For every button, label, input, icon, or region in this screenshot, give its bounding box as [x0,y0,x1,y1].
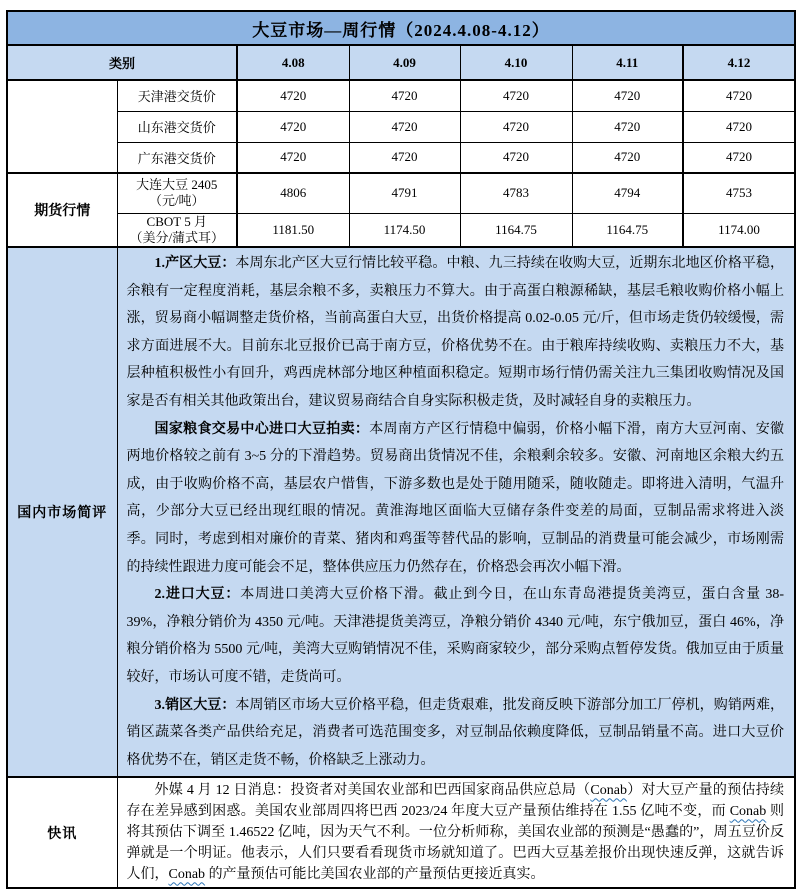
price-cell: 4720 [572,111,683,142]
paragraph-text: 本周销区市场大豆价格平稳，但走货艰难，批发商反映下游部分加工厂停机，购销两难，销区蔬菜各类产品供给充足，消费者可选范围变多，对豆制品依赖度降低，豆制品销量不高。进口大豆价格优势不在，销区走货不畅，价格缺乏上涨动力。 [126,697,785,768]
price-cell: 4720 [349,80,460,111]
date-header: 4.10 [460,45,572,80]
price-cell: 4720 [683,111,795,142]
review-section-label: 国内市场简评 [7,247,117,777]
review-row [7,247,795,777]
dalian-contract-label [117,173,237,213]
paragraph-text: 本周东北产区大豆行情比较平稳。中粮、九三持续在收购大豆，近期东北地区价格平稳，余粮有一定程度消耗，基层余粮不多，卖粮压力不算大。由于高蛋白粮源稀缺，基层毛粮收购价格小幅上涨，贸易商小幅调整走货价格，当前高蛋白大豆，出货价格提高 0.02-0.05 元/斤，但市场走货仍较缓慢，需求方面进展不大。目前东北豆报价已高于南方豆，价格优势不在。由于粮库持续收购、卖粮压力不大，基层种植积极性小有回升，鸡西虎林部分地区种植面积稳定。短期市场行情仍需关注九三集团收购情况及国家是否有相关其他政策出台，建议贸易商结合自身实际积极走货，及时减轻自身的卖粮压力。 [126,256,785,409]
paragraph-text: 的产量预估可能比美国农业部的产量预估更接近真实。 [205,867,545,883]
date-header: 4.09 [349,45,460,80]
price-cell: 4794 [572,173,683,213]
price-cell: 1164.75 [572,213,683,247]
paragraph-text: ）对大豆产量的预估持续存在差异感到困惑。美国农业部周四将巴西 2023/24 年度大豆产量预估维持在 1.55 亿吨不变，而 [126,783,785,820]
futures-row-cbot [7,213,795,247]
news-content [117,777,795,888]
cbot-contract-label [117,213,237,247]
spellcheck-underlined-word: Conab [168,867,206,883]
paragraph-text: 本周进口美湾大豆价格下滑。截止到今日，在山东青岛港提货美湾豆，蛋白含量 38-39%，净粮分销价为 4350 元/吨。天津港提货美湾豆，净粮分销价 4340 元/吨，东宁俄加豆，蛋白 46%，净粮分销价格为 5500 元/吨，美湾大豆购销情况不佳，采购商家较少，部分采购点暂停发货。俄加豆由于质量较好，市场认可度不错，走货尚可。 [126,587,785,685]
spot-row-label: 天津港交货价 [117,80,237,111]
price-cell: 4783 [460,173,572,213]
price-cell: 1174.50 [349,213,460,247]
date-header: 4.12 [683,45,795,80]
price-cell: 4720 [572,142,683,173]
paragraph [127,581,785,691]
title-row [7,11,795,45]
price-cell: 4720 [460,142,572,173]
page-title: 大豆市场—周行情（2024.4.08-4.12） [7,11,795,45]
review-content [117,247,795,777]
paragraph-lead: 国家粮食交易中心进口大豆拍卖： [154,421,370,437]
price-cell: 4720 [237,80,349,111]
price-cell: 4720 [683,80,795,111]
paragraph [127,780,785,885]
price-cell: 4720 [237,142,349,173]
paragraph-lead: 2.进口大豆： [154,587,241,603]
price-cell: 4720 [572,80,683,111]
spot-row-label: 广东港交货价 [117,142,237,173]
spot-row-guangdong [7,142,795,173]
price-cell: 4720 [349,142,460,173]
paragraph-text: 则将其预估下调至 1.46522 亿吨，因为天气不利。一位分析师称，美国农业部的预测是“愚蠢的”，周五豆价反弹就是一个明证。他表示，人们只要看看现货市场就知道了。巴西大豆基差报价出现快速反弹，这就告诉人们， [126,804,785,883]
paragraph-text: 外媒 4 月 12 日消息：投资者对美国农业部和巴西国家商品供应总局（ [154,783,591,799]
date-header: 4.11 [572,45,683,80]
cbot-label-line1: CBOT 5 月 [146,213,207,229]
price-cell: 4791 [349,173,460,213]
price-cell: 1164.75 [460,213,572,247]
dalian-label-line2: （元/吨） [148,193,205,209]
paragraph [127,692,785,775]
news-section-label: 快讯 [7,777,117,888]
paragraph-text: 本周南方产区行情稳中偏弱，价格小幅下滑，南方大豆河南、安徽两地价格较之前有 3~5 分的下滑趋势。贸易商出货情况不佳，余粮剩余较多。安徽、河南地区余粮大约五成，由于收购价格不高，基层农户惜售，下游多数也是处于随用随采，随收随走。即将进入清明，气温升高，少部分大豆已经出现红眼的情况。黄淮海地区面临大豆储存条件变差的局面，豆制品需求将进入淡季。同时，考虑到相对廉价的青菜、猪肉和鸡蛋等替代品的影响，豆制品的消费量可能会减少，市场刚需的持续性跟进力度可能会不足，整体供应压力仍然存在，价格恐会再次小幅下滑。 [126,421,785,575]
date-header: 4.08 [237,45,349,80]
news-row [7,777,795,888]
spot-group-empty-cell [7,80,117,173]
futures-group-label: 期货行情 [7,173,117,247]
spellcheck-underlined-word: Conab [590,783,627,799]
price-cell: 4720 [460,111,572,142]
spellcheck-underlined-word: Conab [729,804,767,820]
spot-row-shandong [7,111,795,142]
header-row [7,45,795,80]
price-cell: 4720 [460,80,572,111]
futures-row-dalian [7,173,795,213]
spot-row-tianjin [7,80,795,111]
spot-row-label: 山东港交货价 [117,111,237,142]
paragraph [127,250,785,416]
category-header: 类别 [7,45,237,80]
soybean-weekly-table [6,10,796,889]
paragraph-lead: 1.产区大豆： [154,256,236,271]
price-cell: 4806 [237,173,349,213]
cbot-label-line2: （美分/蒲式耳） [129,229,225,245]
paragraph-lead: 3.销区大豆： [154,697,236,713]
price-cell: 1181.50 [237,213,349,247]
price-cell: 1174.00 [683,213,795,247]
dalian-label-line1: 大连大豆 2405 [136,177,218,192]
price-cell: 4720 [237,111,349,142]
paragraph [127,416,785,582]
price-cell: 4720 [683,142,795,173]
price-cell: 4753 [683,173,795,213]
price-cell: 4720 [349,111,460,142]
